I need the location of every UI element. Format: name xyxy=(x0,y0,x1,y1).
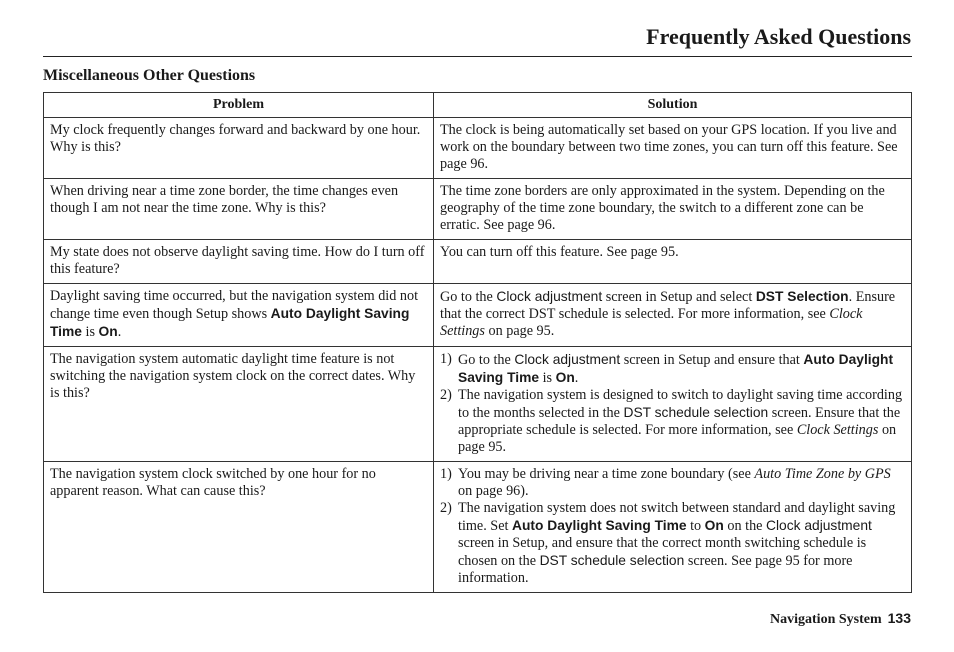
setting-value: On xyxy=(555,370,575,385)
setting-name: DST Selection xyxy=(755,289,849,304)
list-number: 2) xyxy=(440,387,452,403)
problem-cell: My clock frequently changes forward and backward by one hour. Why is this? xyxy=(44,118,434,179)
page-title: Frequently Asked Questions xyxy=(646,24,911,49)
text-run: screen in Setup and select xyxy=(602,289,756,305)
text-run: on page 95. xyxy=(484,323,555,339)
table-row xyxy=(44,240,912,284)
setting-name: Auto Daylight Saving Time xyxy=(458,352,894,385)
text-run: on page 95. xyxy=(458,422,897,455)
text-run: Daylight saving time occurred, but the navigation system did not change time even though Setup shows xyxy=(50,288,419,322)
problem-cell: My state does not observe daylight saving time. How do I turn off this feature? xyxy=(44,240,434,284)
table-row xyxy=(44,347,912,462)
screen-name: Clock adjustment xyxy=(766,518,872,533)
screen-name: Clock adjustment xyxy=(496,289,603,304)
text-run: screen in Setup, and ensure that the correct month switching schedule is chosen on the xyxy=(458,535,867,569)
reference-title: Clock Settings xyxy=(796,422,879,438)
text-run: screen. Ensure that the appropriate schedule is selected. For more information, see xyxy=(458,405,901,438)
list-item xyxy=(440,466,905,500)
solution-cell xyxy=(434,284,912,347)
list-number: 1) xyxy=(440,466,452,482)
solution-list xyxy=(440,466,905,587)
text-run: . xyxy=(574,370,579,386)
solution-cell: The clock is being automatically set based on your GPS location. If you live and work on the boundary between two time zones, you can turn off this feature. See page 96. xyxy=(434,118,912,179)
text-run: screen in Setup and ensure that xyxy=(620,352,804,368)
column-header-solution: Solution xyxy=(434,93,912,118)
solution-cell xyxy=(434,462,912,593)
screen-name: Clock adjustment xyxy=(514,352,621,367)
table-header-row xyxy=(44,93,912,118)
text-run: to xyxy=(686,518,705,534)
table-row xyxy=(44,179,912,240)
list-item xyxy=(440,351,905,387)
reference-title: Auto Time Zone by GPS xyxy=(754,466,891,482)
footer-label: Navigation System xyxy=(770,612,882,627)
setting-name: Auto Daylight Saving Time xyxy=(50,306,410,339)
list-number: 1) xyxy=(440,351,452,367)
screen-name: DST schedule selection xyxy=(539,553,685,568)
table-row xyxy=(44,462,912,593)
list-number: 2) xyxy=(440,500,452,516)
text-run: The navigation system does not switch between standard and daylight saving time. Set xyxy=(458,500,896,534)
text-run: You may be driving near a time zone boundary (see xyxy=(458,466,755,482)
problem-cell xyxy=(44,284,434,347)
problem-cell: When driving near a time zone border, the time changes even though I am not near the time zone. Why is this? xyxy=(44,179,434,240)
page-number: 133 xyxy=(887,610,911,626)
solution-list xyxy=(440,351,905,456)
problem-cell: The navigation system clock switched by one hour for no apparent reason. What can cause this? xyxy=(44,462,434,593)
text-run: is xyxy=(81,324,99,340)
solution-cell xyxy=(434,347,912,462)
text-run: The navigation system is designed to switch to daylight saving time according to the months selected in the xyxy=(458,387,903,421)
problem-cell: The navigation system automatic daylight time feature is not switching the navigation system clock on the correct dates. Why is this? xyxy=(44,347,434,462)
header-rule xyxy=(43,56,912,57)
text-run: on the xyxy=(723,518,767,534)
text-run: Go to the xyxy=(440,289,497,305)
setting-value: On xyxy=(98,324,118,339)
solution-cell: The time zone borders are only approximated in the system. Depending on the geography of the time zone boundary, the switch to a different zone can be erratic. See page 96. xyxy=(434,179,912,240)
solution-cell: You can turn off this feature. See page 95. xyxy=(434,240,912,284)
faq-table xyxy=(43,92,912,593)
section-title: Miscellaneous Other Questions xyxy=(43,67,256,84)
setting-value: On xyxy=(704,518,724,533)
text-run: is xyxy=(539,370,556,386)
column-header-problem: Problem xyxy=(44,93,434,118)
reference-title: Clock Settings xyxy=(440,306,863,339)
text-run: . Ensure that the correct DST schedule is selected. For more information, see xyxy=(440,289,896,322)
setting-name: Auto Daylight Saving Time xyxy=(512,518,687,533)
table-row xyxy=(44,284,912,347)
list-item xyxy=(440,500,905,587)
page-footer xyxy=(770,610,911,628)
table-row xyxy=(44,118,912,179)
text-run: on page 96). xyxy=(458,483,529,499)
list-item xyxy=(440,387,905,456)
screen-name: DST schedule selection xyxy=(623,405,769,420)
text-run: Go to the xyxy=(458,352,515,368)
text-run: screen. See page 95 for more information. xyxy=(458,553,853,586)
text-run: . xyxy=(117,324,122,340)
